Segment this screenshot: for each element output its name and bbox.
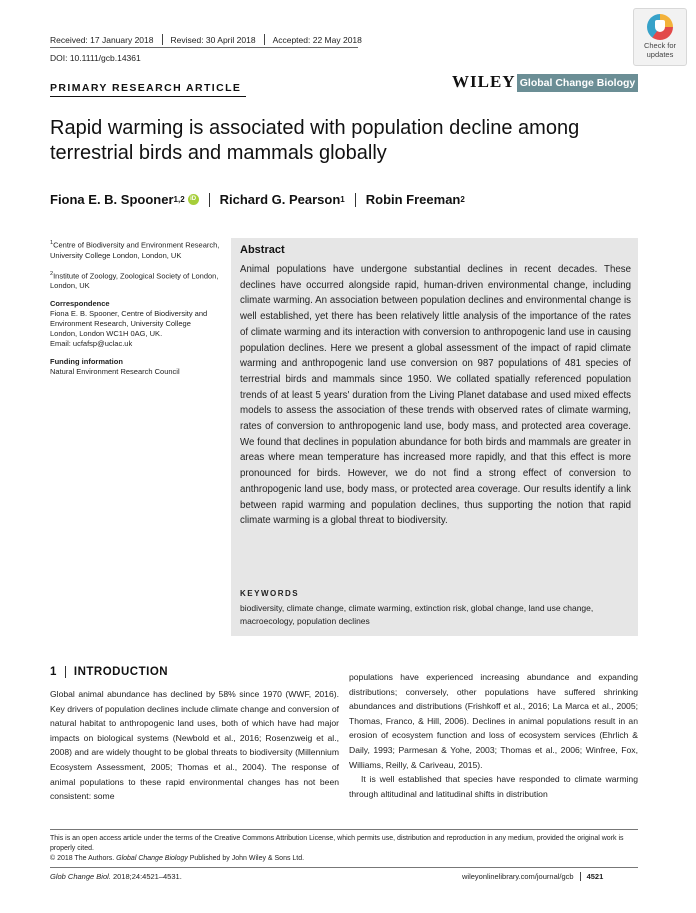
journal-badge: Global Change Biology [517, 74, 638, 92]
orcid-icon[interactable]: iD [188, 194, 199, 205]
article-type-rule [50, 96, 246, 97]
author-affil-sup: 1 [340, 195, 345, 204]
keywords-heading: KEYWORDS [240, 589, 300, 598]
citation [50, 872, 182, 881]
body-column-right [349, 670, 638, 801]
accepted-date: Accepted: 22 May 2018 [272, 34, 362, 45]
paragraph: It is well established that species have responded to climate warming through altitudinal and latitudinal shifts in distribution [349, 774, 638, 799]
separator [355, 193, 356, 207]
crossmark-icon [647, 14, 673, 40]
funding-text: Natural Environment Research Council [50, 367, 180, 376]
publisher-logo: WILEY [452, 72, 516, 91]
section-title: INTRODUCTION [73, 666, 169, 678]
separator [209, 193, 210, 207]
journal-url[interactable]: wileyonlinelibrary.com/journal/gcb [462, 872, 574, 881]
license-text: This is an open access article under the terms of the Creative Commons Attribution License, which permits use, distribution and reproduction in any medium, provided the original work is properly cited. [50, 835, 624, 852]
article-type: PRIMARY RESEARCH ARTICLE [50, 82, 242, 94]
affiliation-1 [50, 238, 220, 261]
copyright-pre: © 2018 The Authors. [50, 855, 117, 862]
correspondence-text: Fiona E. B. Spooner, Centre of Biodiversity and Environment Research, University College London, London WC1H 0AG, UK. [50, 309, 208, 338]
correspondence-heading: Correspondence [50, 299, 110, 308]
footer-rule [50, 867, 638, 868]
funding-heading: Funding information [50, 357, 123, 366]
check-for-updates-button[interactable] [633, 8, 687, 66]
citation-rest: 2018;24:4521–4531. [110, 872, 182, 881]
funding-block [50, 357, 220, 377]
author-name[interactable]: Robin Freeman [365, 192, 461, 207]
revised-date: Revised: 30 April 2018 [170, 34, 256, 45]
article-title: Rapid warming is associated with population decline among terrestrial birds and mammals globally [50, 117, 580, 164]
separator [580, 872, 581, 881]
affil-sup: 1 [50, 240, 54, 246]
correspondence-block [50, 299, 220, 349]
author-name[interactable]: Richard G. Pearson [219, 192, 341, 207]
copyright-journal: Global Change Biology [116, 855, 188, 862]
author-affil-sup: 2 [460, 195, 465, 204]
header-rule [50, 47, 358, 48]
section-heading [50, 666, 168, 678]
citation-journal: Glob Change Biol. [50, 872, 111, 881]
abstract-heading: Abstract [240, 244, 285, 256]
check-updates-line1: Check for [643, 41, 677, 50]
affiliation-2 [50, 269, 220, 292]
email[interactable]: Email: ucfafsp@uclac.uk [50, 339, 133, 348]
author-affil-sup: 1,2 [173, 195, 185, 204]
copyright-post: Published by John Wiley & Sons Ltd. [187, 855, 305, 862]
body-column-left: Global animal abundance has declined by 58% since 1970 (WWF, 2016). Key drivers of population declines include climate change and conversion of natural habitat to anthropogenic land uses, both of which have had major impacts on biological systems (Newbold et al., 2016; Rosenzweig et al., 2008) and are widely thought to be global threats to biodiversity (Millennium Ecosystem Assessment, 2005; Thomas et al., 2004). The response of animal populations to these rapid environmental changes has not been consistent: some [50, 689, 339, 802]
check-updates-line2: updates [646, 49, 674, 59]
separator [264, 34, 265, 45]
doi[interactable]: DOI: 10.1111/gcb.14361 [50, 53, 141, 63]
keywords-text: biodiversity, climate change, climate warming, extinction risk, global change, land use change, macroecology, population declines [240, 603, 594, 626]
dates-line [50, 34, 362, 45]
affil-text: Institute of Zoology, Zoological Society of London, London, UK [50, 271, 219, 290]
separator [162, 34, 163, 45]
author-list [50, 192, 465, 207]
footer-rule [50, 829, 638, 830]
affil-text: Centre of Biodiversity and Environment Research, University College London, London, UK [50, 240, 220, 260]
abstract-text: Animal populations have undergone substantial declines in recent decades. These declines have occurred alongside rapid, human-driven environmental change, including climate warming. An association between population declines and environmental change is well established, yet there has been relatively little analysis of the importance of the rates of climate warming and its interaction with conversion to anthropogenic land use in causing population declines. Here we present a global assessment of the impact of rapid climate warming and anthropogenic land use conversion on 987 populations of 481 species of terrestrial birds and mammals since 1950. We collated spatially referenced population trends of at least 5 years' duration from the Living Planet database and used mixed effects models to assess the association of these trends with observed rates of climate warming, rates of conversion to anthropogenic land use, body mass, and protected area coverage. We found that declines in population abundance for both birds and mammals are greater in areas where mean temperature has increased more rapidly, and that this effect is more pronounced for birds. However, we do not find a strong effect of conversion to anthropogenic land use, body mass, or protected area coverage. Our results identify a link between rapid warming and population declines, thus supporting the notion that rapid climate warming is a global threat to biodiversity. [240, 264, 631, 527]
received-date: Received: 17 January 2018 [50, 34, 154, 45]
page-number: 4521 [586, 872, 604, 881]
footer-right [462, 872, 603, 881]
affil-sup: 2 [50, 270, 54, 277]
section-number: 1 [50, 666, 57, 678]
author-name[interactable]: Fiona E. B. Spooner [50, 192, 174, 207]
copyright-line [50, 854, 638, 864]
separator [65, 666, 66, 678]
paragraph: populations have experienced increasing abundance and expanding distributions; conversely, other populations have suffered shrinking abundances and distributions (Frishkoff et al., 2016; La Marca et al., 2005; Thomas, Franco, & Hill, 2006). Declines in animal populations result in an erosion of ecosystem function and loss of ecosystem services (Ehrlich & Daily, 1993; Parmesan & Yohe, 2003; Thomas et al., 2006; Winfree, Fox, Williams, Reilly, & Cariveau, 2015). [349, 672, 638, 770]
license-note [50, 834, 638, 864]
affiliations-column [50, 238, 220, 385]
